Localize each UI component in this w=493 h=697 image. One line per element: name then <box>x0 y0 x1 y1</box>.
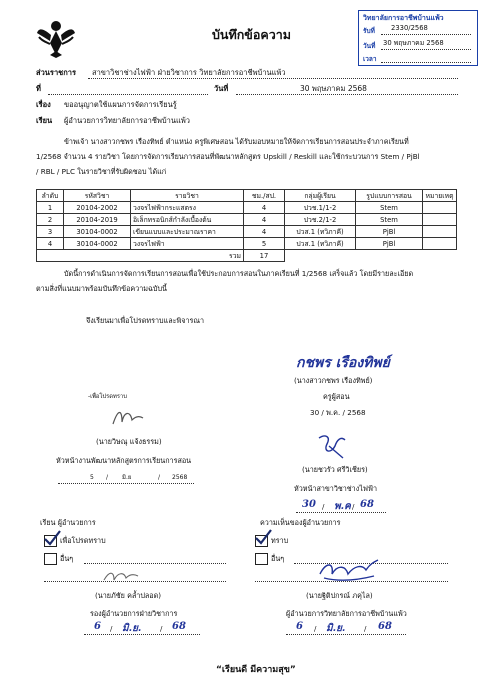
total-label: รวม <box>37 250 244 262</box>
para1-line1: ข้าพเจ้า นางสาวกชพร เรืองทิพย์ ตำแหน่ง ครูพิเศษสอน ได้รับมอบหมายให้จัดการเรียนการสอนประจำภาคเรียนที่ <box>64 137 409 146</box>
table-row <box>37 226 457 238</box>
curriculum-date-sep1: / <box>106 474 109 481</box>
stamp-no-line <box>381 25 471 35</box>
deputy-date-line <box>84 634 200 635</box>
table-row <box>37 238 457 250</box>
curriculum-position: หัวหน้างานพัฒนาหลักสูตรการเรียนการสอน <box>56 456 192 465</box>
acknowledge-label: เพื่อโปรดทราบ <box>60 536 106 545</box>
curriculum-signature <box>110 404 146 434</box>
para2-line2: ตามสิ่งที่แนบมาพร้อมบันทึกข้อความฉบับนี้ <box>36 284 167 293</box>
cell-hours: 4 <box>244 202 285 214</box>
curriculum-name: (นายวิษณุ แจ้งธรรม) <box>96 437 162 446</box>
subject-value: ขออนุญาตใช้แผนการจัดการเรียนรู้ <box>64 100 177 109</box>
head-name: (นายชวรัว ศรีวิเชียร) <box>302 465 368 474</box>
course-table <box>36 189 457 262</box>
col-header: กลุ่มผู้เรียน <box>285 190 356 202</box>
deputy-date-y: 68 <box>172 621 186 632</box>
teacher-signature: กชพร เรืองทิพย์ <box>296 355 390 371</box>
subject-label: เรื่อง <box>36 100 51 109</box>
cell-method: PjBl <box>356 226 423 238</box>
para1-line2: 1/2568 จำนวน 4 รายวิชา โดยการจัดการเรียนการสอนที่พัฒนาหลักสูตร Upskill / Reskill และใช้กระบวนการ Stem / PjBl <box>36 152 420 161</box>
director-name: (นายฐิติปกรณ์ ภคุไล) <box>306 591 373 600</box>
deputy-name: (นายภัชัย คล้ำปลอด) <box>95 591 162 600</box>
deputy-date-sep1: / <box>110 624 113 633</box>
head-signature <box>315 432 349 462</box>
head-date-y: 68 <box>360 499 374 510</box>
head-position: หัวหน้าสาขาวิชาช่างไฟฟ้า <box>294 484 378 493</box>
director-signature <box>316 556 380 586</box>
cell-group: ปวส.1 (ทวิภาคี) <box>285 238 356 250</box>
cell-hours: 4 <box>244 226 285 238</box>
acknowledged-label: ทราบ <box>271 536 289 545</box>
garuda-emblem-icon <box>36 17 76 59</box>
ref-label: ที่ <box>36 84 41 93</box>
head-date-d: 30 <box>302 499 316 510</box>
col-header: รายวิชา <box>131 190 244 202</box>
cell-note <box>423 214 457 226</box>
to-value: ผู้อำนวยการวิทยาลัยการอาชีพบ้านแพ้ว <box>64 116 190 125</box>
director-date-d: 6 <box>296 621 303 632</box>
col-header: รูปแบบการสอน <box>356 190 423 202</box>
deputy-date-d: 6 <box>94 621 101 632</box>
cell-hours: 5 <box>244 238 285 250</box>
cell-code: 20104-2002 <box>64 202 131 214</box>
cell-course: วงจรไฟฟ้า <box>131 238 244 250</box>
teacher-name: (นางสาวกชพร เรืองทิพย์) <box>294 376 373 385</box>
cell-course: เขียนแบบและประมาณราคา <box>131 226 244 238</box>
table-header-row <box>37 190 457 202</box>
stamp-no-value: 2330/2568 <box>391 24 428 32</box>
director-date-sep2: / <box>364 624 367 633</box>
date-label: วันที่ <box>214 84 229 93</box>
other-left-label: อื่นๆ <box>60 554 74 563</box>
checkmark-icon <box>42 528 62 548</box>
curriculum-date-y: 2568 <box>172 474 188 481</box>
stamp-no-label: รับที่ <box>363 27 375 35</box>
footer-motto: “เรียนดี มีความสุข” <box>216 665 296 675</box>
col-header: รหัสวิชา <box>64 190 131 202</box>
curriculum-date-sep2: / <box>158 474 161 481</box>
cell-code: 30104-0002 <box>64 226 131 238</box>
receipt-stamp <box>358 10 478 66</box>
total-value: 17 <box>244 250 285 262</box>
head-date-m: พ.ค <box>334 501 351 512</box>
para1-line3: / RBL / PLC ในรายวิชาที่รับผิดชอบ ได้แก่ <box>36 167 167 176</box>
date-value: 30 พฤษภาคม 2568 <box>300 84 367 93</box>
ref-line <box>48 94 208 95</box>
col-header: หมายเหตุ <box>423 190 457 202</box>
curriculum-date-line <box>58 483 194 484</box>
cell-note <box>423 226 457 238</box>
dept-line <box>88 78 458 79</box>
other-right-label: อื่นๆ <box>271 554 285 563</box>
closing-line: จึงเรียนมาเพื่อโปรดทราบและพิจารณา <box>86 316 205 325</box>
cell-course: วงจรไฟฟ้ากระแสตรง <box>131 202 244 214</box>
cell-note <box>423 202 457 214</box>
deputy-date-m: มิ.ย. <box>122 623 142 634</box>
cell-no: 2 <box>37 214 64 226</box>
head-date-line <box>296 512 386 513</box>
curriculum-date-d: 5 <box>90 474 94 481</box>
checkmark-icon <box>253 527 273 547</box>
stamp-time-label: เวลา <box>363 55 377 63</box>
to-label: เรียน <box>36 116 53 125</box>
decision-right-title: ความเห็นของผู้อำนวยการ <box>260 518 341 527</box>
stamp-date-value: 30 พฤษภาคม 2568 <box>383 39 444 47</box>
para2-line1: บัดนี้การดำเนินการจัดการเรียนการสอนเพื่อใช้ประกอบการสอนในภาคเรียนที่ 1/2568 เสร็จแล้ว โดยมีรายละเอียด <box>64 269 414 278</box>
stamp-time-line <box>381 54 471 63</box>
cell-no: 3 <box>37 226 64 238</box>
other-left-checkbox[interactable] <box>44 553 57 565</box>
head-date-sep1: / <box>322 502 325 511</box>
table-row <box>37 202 457 214</box>
director-date-y: 68 <box>378 621 392 632</box>
cell-code: 20104-2019 <box>64 214 131 226</box>
curriculum-date-m: มิ.ย <box>122 474 132 481</box>
deputy-position: รองผู้อำนวยการฝ่ายวิชาการ <box>90 609 178 618</box>
head-date-sep2: / <box>352 502 355 511</box>
total-empty <box>285 250 457 262</box>
director-date-sep1: / <box>314 624 317 633</box>
cell-group: ปวช.2/1-2 <box>285 214 356 226</box>
stamp-date-label: วันที่ <box>363 42 376 50</box>
stamp-org: วิทยาลัยการอาชีพบ้านแพ้ว <box>363 14 444 22</box>
other-right-checkbox[interactable] <box>255 553 268 565</box>
cell-no: 1 <box>37 202 64 214</box>
cell-group: ปวช.1/1-2 <box>285 202 356 214</box>
cell-method: Stem <box>356 202 423 214</box>
stamp-date-line <box>381 40 471 50</box>
col-header: ลำดับ <box>37 190 64 202</box>
table-total-row <box>37 250 457 262</box>
cell-note <box>423 238 457 250</box>
cell-hours: 4 <box>244 214 285 226</box>
deputy-date-sep2: / <box>160 624 163 633</box>
col-header: ชม./สป. <box>244 190 285 202</box>
other-left-line <box>84 563 226 564</box>
teacher-date: 30 / พ.ค. / 2568 <box>310 408 366 417</box>
table-row <box>37 214 457 226</box>
director-position: ผู้อำนวยการวิทยาลัยการอาชีพบ้านแพ้ว <box>286 609 407 618</box>
director-date-m: มิ.ย. <box>326 623 346 634</box>
curriculum-note: -เพื่อโปรดทราบ <box>88 394 127 400</box>
dept-label: ส่วนราชการ <box>36 68 77 77</box>
document-title: บันทึกข้อความ <box>212 27 291 42</box>
cell-method: Stem <box>356 214 423 226</box>
cell-course: อิเล็กทรอนิกส์กำลังเบื้องต้น <box>131 214 244 226</box>
cell-group: ปวส.1 (ทวิภาคี) <box>285 226 356 238</box>
cell-code: 30104-0002 <box>64 238 131 250</box>
date-line <box>236 94 458 95</box>
director-date-line <box>286 634 406 635</box>
teacher-position: ครูผู้สอน <box>323 392 350 401</box>
dept-value: สาขาวิชาช่างไฟฟ้า ฝ่ายวิชาการ วิทยาลัยการอาชีพบ้านแพ้ว <box>92 68 286 77</box>
deputy-signature <box>100 566 140 588</box>
decision-left-title: เรียน ผู้อำนวยการ <box>40 518 96 527</box>
cell-no: 4 <box>37 238 64 250</box>
cell-method: PjBl <box>356 238 423 250</box>
